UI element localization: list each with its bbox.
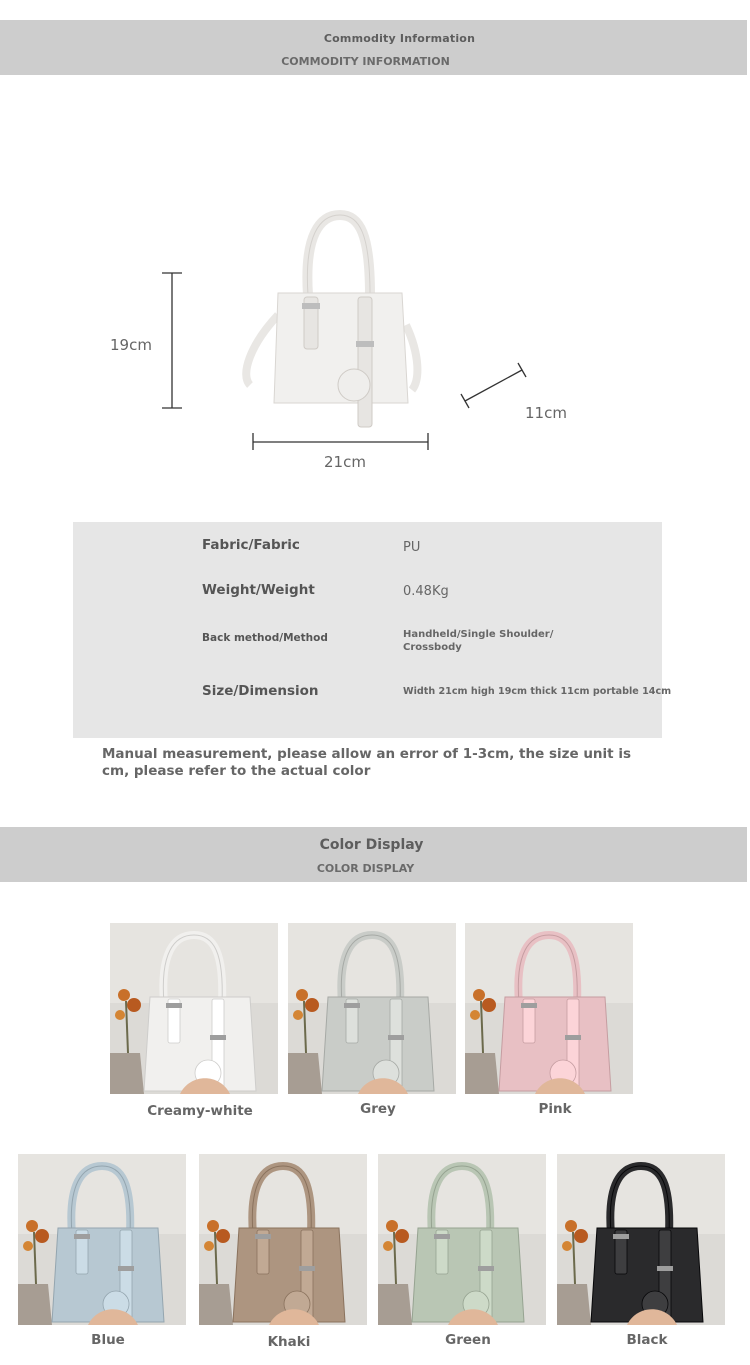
spec-key: Fabric/Fabric [202,537,300,553]
spec-value: Handheld/Single Shoulder/ Crossbody [403,629,554,653]
section-title: Color Display [319,837,424,853]
spec-key: Weight/Weight [202,582,315,598]
color-name-label: Grey [360,1101,396,1117]
color-display-header [0,827,747,882]
spec-value: PU [403,540,421,555]
color-swatch-image[interactable] [110,923,278,1094]
depth-label: 11cm [525,404,567,422]
color-swatch-image[interactable] [557,1154,725,1325]
color-swatch-image[interactable] [18,1154,186,1325]
color-name-label: Khaki [267,1334,311,1350]
color-name-label: Blue [91,1332,125,1348]
color-name-label: Green [445,1332,491,1348]
spec-value: 0.48Kg [403,584,449,599]
color-name-label: Creamy-white [147,1103,253,1119]
section-subtitle: COMMODITY INFORMATION [281,55,450,68]
height-label: 19cm [110,336,152,354]
color-swatch-image[interactable] [465,923,633,1094]
section-title: Commodity Information [323,32,476,45]
spec-key: Back method/Method [202,632,328,644]
spec-table [73,522,672,738]
color-name-label: Black [626,1332,668,1348]
spec-value: Width 21cm high 19cm thick 11cm portable 14cm [403,686,672,697]
color-swatch-image[interactable] [288,923,456,1094]
measurement-note: Manual measurement, please allow an error of 1-3cm, the size unit is cm, please refer to the actual color [102,746,631,779]
width-label: 21cm [324,453,366,471]
spec-key: Size/Dimension [202,683,319,699]
color-swatch-image[interactable] [199,1154,367,1325]
color-swatch-image[interactable] [378,1154,546,1325]
color-name-label: Pink [538,1101,572,1117]
product-bag-image [230,205,430,435]
section-subtitle: COLOR DISPLAY [316,862,415,875]
